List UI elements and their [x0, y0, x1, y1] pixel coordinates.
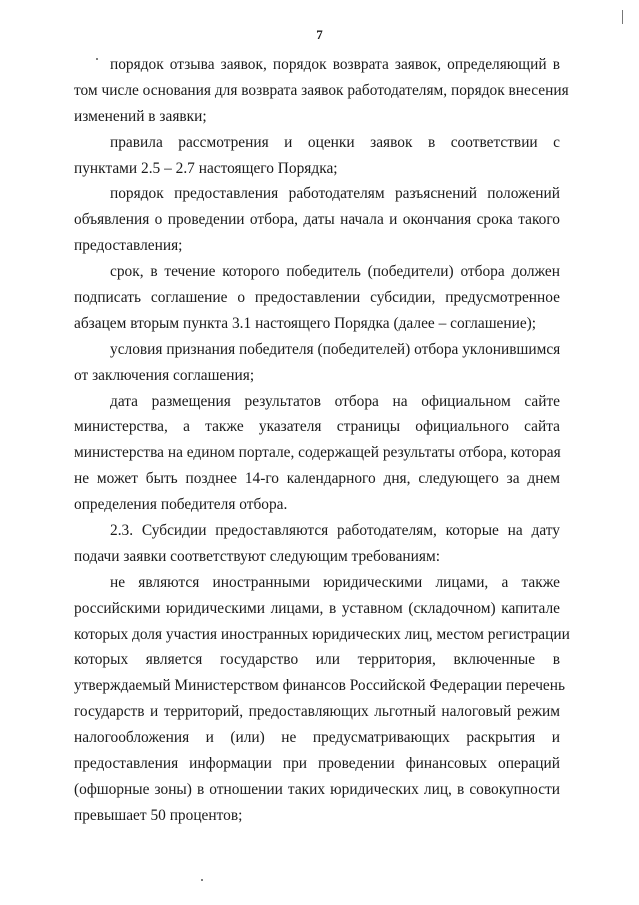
paragraph-line: превышает 50 процентов;	[74, 806, 243, 824]
paragraph-line: изменений в заявки;	[74, 107, 207, 125]
paragraph	[74, 259, 560, 337]
paragraph-line: подписать соглашение о предоставлении субсидии, предусмотренное	[74, 289, 560, 307]
paragraph-line: правила рассмотрения и оценки заявок в соответствии с	[110, 133, 560, 151]
paragraph-line: (офшорные зоны) в отношении таких юридических лиц, в совокупности	[74, 780, 560, 798]
paragraph-line: утверждаемый Министерством финансов Российской Федерации перечень	[74, 677, 566, 695]
paragraph-line: абзацем вторым пункта 3.1 настоящего Порядка (далее – соглашение);	[74, 314, 537, 332]
paragraph-line: определения победителя отбора.	[74, 496, 288, 514]
paragraph-line: предоставления;	[74, 237, 183, 255]
paragraph-line: предоставления информации при проведении финансовых операций	[74, 755, 560, 773]
paragraph	[74, 570, 570, 829]
paragraph	[74, 337, 560, 389]
paragraph	[74, 52, 569, 130]
paragraph-line: объявления о проведении отбора, даты начала и окончания срока такого	[74, 211, 560, 229]
paragraph	[74, 518, 560, 570]
paragraph-line: государств и территорий, предоставляющих льготный налоговый режим	[74, 703, 560, 721]
paragraph-line: срок, в течение которого победитель (победители) отбора должен	[110, 263, 560, 281]
paragraph	[74, 130, 560, 182]
paragraph-line: порядок отзыва заявок, порядок возврата заявок, определяющий в	[110, 56, 560, 73]
paragraph-line: подачи заявки соответствуют следующим требованиям:	[74, 547, 440, 565]
paragraph-line: российскими юридическими лицами, в уставном (складочном) капитале	[74, 599, 560, 617]
paragraph-line: не являются иностранными юридическими лицами, а также	[110, 573, 560, 591]
paragraph-line: 2.3. Субсидии предоставляются работодателям, которые на дату	[110, 522, 560, 540]
paragraph	[74, 389, 560, 518]
paragraph-line: порядок предоставления работодателям разъяснений положений	[110, 185, 560, 203]
paragraph-line: том числе основания для возврата заявок работодателям, порядок внесения	[74, 81, 569, 99]
page-number: 7	[316, 27, 323, 42]
paragraph-line: пунктами 2.5 – 2.7 настоящего Порядка;	[74, 159, 338, 177]
scan-speck	[96, 58, 98, 60]
paragraph	[74, 181, 560, 259]
paragraph-line: налогообложения и (или) не предусматривающих раскрытия и	[74, 729, 560, 747]
scan-speck	[201, 879, 203, 881]
paragraph-line: которых доля участия иностранных юридических лиц, местом регистрации	[74, 625, 570, 643]
paragraph-line: министерства, а также указателя страницы официального сайта	[74, 418, 560, 436]
document-body	[74, 52, 570, 829]
paragraph-line: от заключения соглашения;	[74, 366, 255, 384]
paragraph-line: которых является государство или территория, включенные в	[74, 651, 560, 669]
paragraph-line: министерства на едином портале, содержащей результаты отбора, которая	[74, 444, 561, 462]
paragraph-line: не может быть позднее 14-го календарного дня, следующего за днем	[74, 470, 560, 488]
paragraph-line: условия признания победителя (победителей) отбора уклонившимся	[110, 340, 561, 358]
scan-speck	[622, 10, 623, 24]
paragraph-line: дата размещения результатов отбора на официальном сайте	[110, 392, 560, 410]
